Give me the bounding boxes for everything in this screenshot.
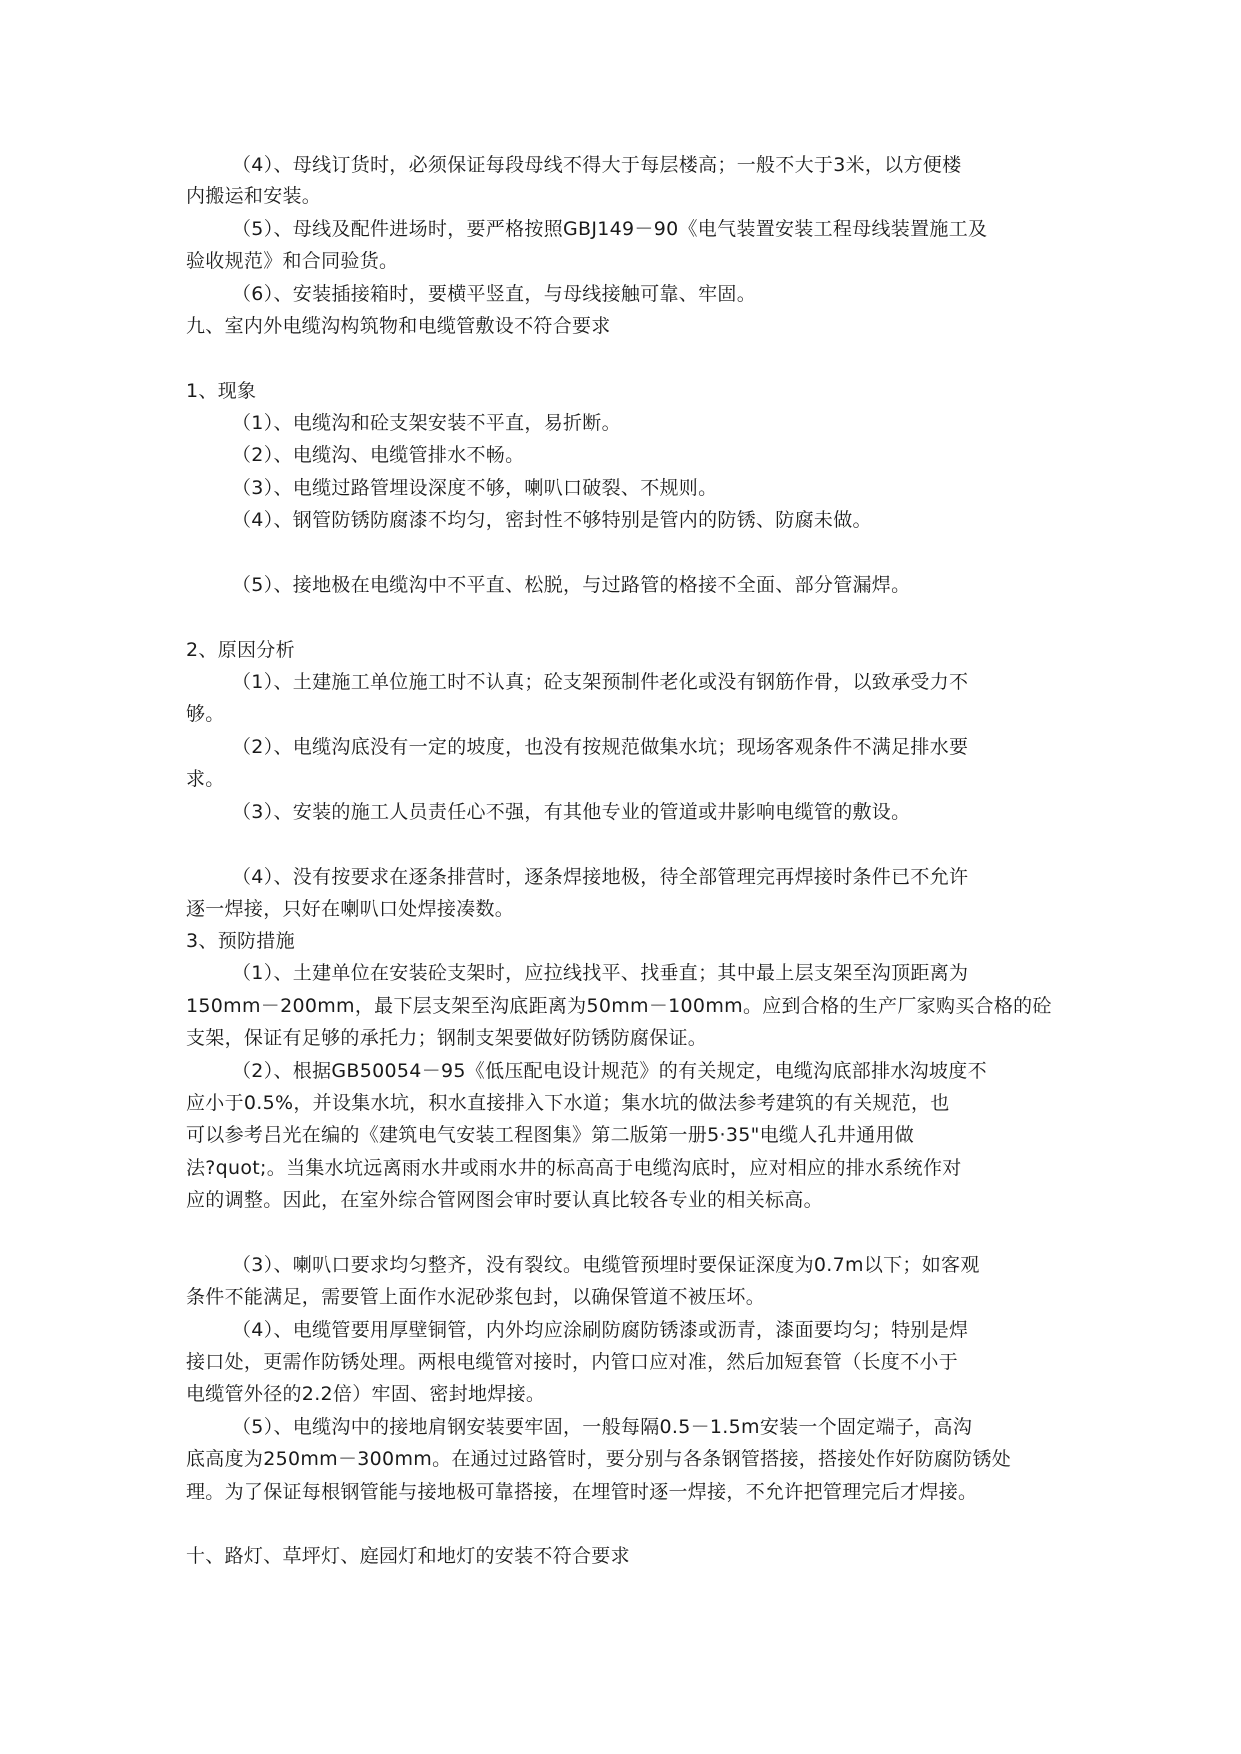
text-line: 接口处，更需作防锈处理。两根电缆管对接时，内管口应对准，然后加短套管（长度不小于 xyxy=(186,1351,959,1373)
text-line: 底高度为250mm－300mm。在通过过路管时，要分别与各条钢管搭接，搭接处作好防腐防锈处 xyxy=(186,1448,1012,1470)
text-line: （5）、母线及配件进场时，要严格按照GBJ149－90《电气装置安装工程母线装置施工及 xyxy=(232,218,988,240)
text-line: （5）、接地极在电缆沟中不平直、松脱，与过路管的格接不全面、部分管漏焊。 xyxy=(232,574,911,596)
text-line: 支架，保证有足够的承托力；钢制支架要做好防锈防腐保证。 xyxy=(186,1027,708,1049)
subsection-heading: 2、原因分析 xyxy=(186,639,295,661)
text-line: 验收规范》和合同验货。 xyxy=(186,250,399,272)
section-heading: 十、路灯、草坪灯、庭园灯和地灯的安装不符合要求 xyxy=(186,1545,630,1567)
text-line: （4）、母线订货时，必须保证每段母线不得大于每层楼高；一般不大于3米，以方便楼 xyxy=(232,154,962,176)
text-line: （1）、电缆沟和砼支架安装不平直，易折断。 xyxy=(232,412,621,434)
text-line: 逐一焊接，只好在喇叭口处焊接凑数。 xyxy=(186,898,515,920)
text-line: （3）、安装的施工人员责任心不强，有其他专业的管道或井影响电缆管的敷设。 xyxy=(232,801,911,823)
text-line: （2）、电缆沟、电缆管排水不畅。 xyxy=(232,444,525,466)
text-line: 可以参考吕光在编的《建筑电气安装工程图集》第二版第一册5·35"电缆人孔井通用做 xyxy=(186,1124,915,1146)
text-line: （4）、钢管防锈防腐漆不均匀，密封性不够特别是管内的防锈、防腐未做。 xyxy=(232,509,872,531)
text-line: 理。为了保证每根钢管能与接地极可靠搭接，在埋管时逐一焊接，不允许把管理完后才焊接。 xyxy=(186,1481,978,1503)
text-line: （1）、土建单位在安装砼支架时，应拉线找平、找垂直；其中最上层支架至沟顶距离为 xyxy=(232,962,969,984)
text-line: 够。 xyxy=(186,703,225,725)
text-line: 应小于0.5%，并设集水坑，积水直接排入下水道；集水坑的做法参考建筑的有关规范，也 xyxy=(186,1092,950,1114)
text-line: （6）、安装插接箱时，要横平竖直，与母线接触可靠、牢固。 xyxy=(232,283,756,305)
text-line: 电缆管外径的2.2倍）牢固、密封地焊接。 xyxy=(186,1383,546,1405)
text-line: （2）、根据GB50054－95《低压配电设计规范》的有关规定，电缆沟底部排水沟坡度不 xyxy=(232,1060,987,1082)
text-line: 150mm－200mm，最下层支架至沟底距离为50mm－100mm。应到合格的生产厂家购买合格的砼 xyxy=(186,995,1052,1017)
text-line: （1）、土建施工单位施工时不认真；砼支架预制件老化或没有钢筋作骨，以致承受力不 xyxy=(232,671,969,693)
text-line: 法?quot;。当集水坑远离雨水井或雨水井的标高高于电缆沟底时，应对相应的排水系统作对 xyxy=(186,1157,962,1179)
section-heading: 九、室内外电缆沟构筑物和电缆管敷设不符合要求 xyxy=(186,315,611,337)
text-line: 内搬运和安装。 xyxy=(186,185,322,207)
text-line: （3）、电缆过路管埋设深度不够，喇叭口破裂、不规则。 xyxy=(232,477,718,499)
text-line: 应的调整。因此，在室外综合管网图会审时要认真比较各专业的相关标高。 xyxy=(186,1189,823,1211)
text-line: （4）、没有按要求在逐条排营时，逐条焊接地极，待全部管理完再焊接时条件已不允许 xyxy=(232,866,969,888)
subsection-heading: 3、预防措施 xyxy=(186,930,295,952)
text-line: （3）、喇叭口要求均匀整齐，没有裂纹。电缆管预埋时要保证深度为0.7m以下；如客观 xyxy=(232,1254,980,1276)
text-line: （5）、电缆沟中的接地肩钢安装要牢固，一般每隔0.5－1.5m安装一个固定端子，高沟 xyxy=(232,1416,973,1438)
text-line: 条件不能满足，需要管上面作水泥砂浆包封，以确保管道不被压坏。 xyxy=(186,1286,766,1308)
text-line: 求。 xyxy=(186,768,225,790)
text-line: （2）、电缆沟底没有一定的坡度，也没有按规范做集水坑；现场客观条件不满足排水要 xyxy=(232,736,969,758)
text-line: （4）、电缆管要用厚壁铜管，内外均应涂刷防腐防锈漆或沥青，漆面要均匀；特别是焊 xyxy=(232,1319,969,1341)
subsection-heading: 1、现象 xyxy=(186,380,257,402)
